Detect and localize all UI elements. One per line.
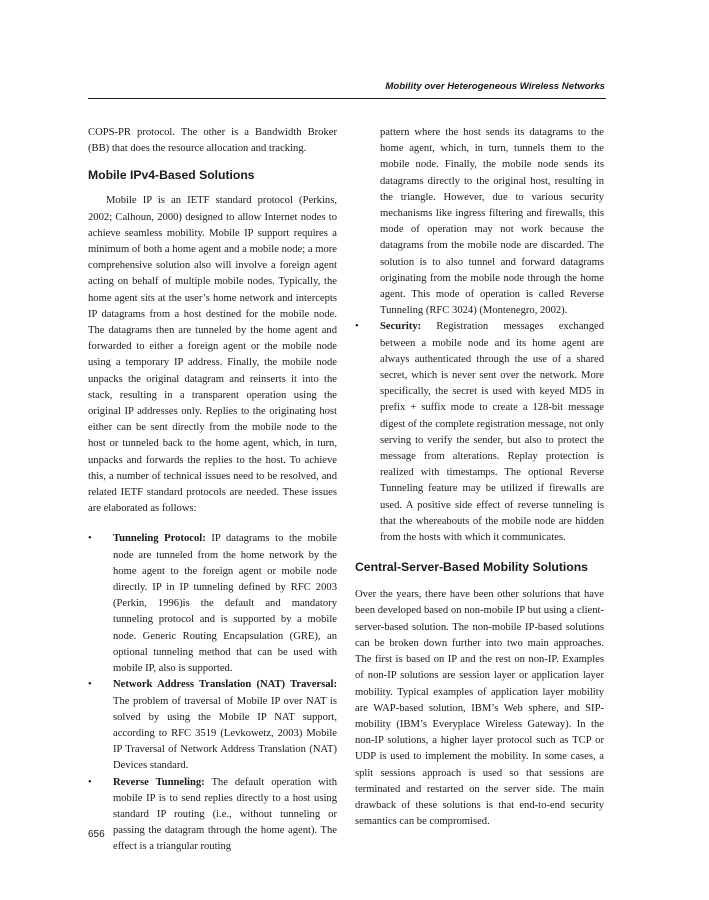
bullet-text: IP datagrams to the mobile node are tunneled from the home network by the home agent to the foreign agent or mobile node directly. IP in IP tunneling defined by RFC 2003 (Perkin, 1996)is the default and mandatory tunneling protocol and is supported by a mobile node. Generic Routing Encapsulation (GRE), an optional tunneling method that can be used with mobile IP, also is supported. xyxy=(113,533,337,675)
bullet-text: The default operation with mobile IP is to send replies directly to a host using standard IP routing (i.e., without tunneling or passing the datagram through the home agent). The effect is a triangular routing xyxy=(113,776,337,853)
bullet-item-nat-traversal xyxy=(88,677,337,774)
left-column xyxy=(88,125,337,856)
bullet-item-security xyxy=(355,319,604,546)
bullet-marker: • xyxy=(88,679,92,691)
bullet-marker: • xyxy=(355,321,359,333)
bullet-marker: • xyxy=(88,776,92,788)
bullet-item-reverse-tunneling-continued xyxy=(355,125,604,319)
bullet-term: Network Address Translation (NAT) Traversal: xyxy=(113,679,337,691)
issue-list xyxy=(88,531,337,855)
bullet-text: Registration messages exchanged between a mobile node and its home agent are always authenticated through the use of a shared secret, which is never sent over the network. More specifically, the secret is used with keyed MD5 in prefix + suffix mode to create a 128-bit message digest of the complete registration message, not only serving to verify the sender, but also to protect the message from alterations. Replay protection is realized with timestamps. The optional Reverse Tunneling feature may be utilized if firewalls are used. A positive side effect of reverse tunneling is that the whereabouts of the mobile node are hidden from the hosts with which it communicates. xyxy=(380,321,604,544)
bullet-text: The problem of traversal of Mobile IP over NAT is solved by using the Mobile IP NAT support, according to RFC 3519 (Levkowetz, 2003) Mobile IP Traversal of Network Address Translation (NAT) Devices standard. xyxy=(113,695,337,772)
section-heading-central-server: Central-Server-Based Mobility Solutions xyxy=(355,560,588,575)
bullet-term: Reverse Tunneling: xyxy=(113,776,205,788)
section-heading-mobile-ipv4: Mobile IPv4-Based Solutions xyxy=(88,168,255,183)
body-paragraph-mobile-ip: Mobile IP is an IETF standard protocol (Perkins, 2002; Calhoun, 2000) designed to allow Internet nodes to achieve seamless mobility. Mobile IP support requires a minimum of both a home agent and a mobile node; a more comprehensive solution also will involve a foreign agent acting on behalf of multiple mobile nodes. Typically, the home agent sits at the user’s home network and intercepts IP datagrams from a host destined for the mobile node. The datagrams then are tunneled by the home agent and forwarded to either a foreign agent or the mobile node using a temporary IP address. Finally, the mobile node unpacks the original datagram and reinserts it into the stack, resulting in a transparent operation using the original IP addresses only. Replies to the originating host either can be sent directly from the mobile node to the host or tunneled back to the home agent, which, in turn, unpacks and forwards the replies to the host. To achieve this, a number of technical issues need to be resolved, and related IETF standard protocols are needed. These issues are elaborated as follows: xyxy=(88,195,337,515)
header-rule xyxy=(88,98,606,99)
bullet-term: Security: xyxy=(380,321,422,333)
bullet-item-tunneling-protocol xyxy=(88,531,337,677)
bullet-item-reverse-tunneling xyxy=(88,775,337,856)
intro-paragraph: COPS-PR protocol. The other is a Bandwidth Broker (BB) that does the resource allocation and tracking. xyxy=(88,127,337,155)
issue-list-continued xyxy=(355,125,604,546)
bullet-term: Tunneling Protocol: xyxy=(113,533,206,545)
body-paragraph-central-server: Over the years, there have been other solutions that have been developed based on non-mobile IP but using a client-server-based solution. The non-mobile IP-based solutions can be broken down further into two main approaches. The first is based on IP and the rest on non-IP. Examples of non-IP solutions are session layer or application layer mobility. Typical examples of application layer mobility are WAP-based solution, IBM’s Web sphere, and SIP-mobility (IBM’s Everyplace Wireless Gateway). In the non-IP solutions, a higher layer protocol such as TCP or UDP is used to implement the mobility. In some cases, a split sessions approach is used so that sessions are terminated and restarted on the server side. The main drawback of these solutions is that end-to-end security semantics can be compromised. xyxy=(355,589,604,828)
page-number: 656 xyxy=(88,829,105,840)
running-title: Mobility over Heterogeneous Wireless Networks xyxy=(385,81,605,92)
bullet-marker: • xyxy=(88,533,92,545)
right-column xyxy=(355,125,604,830)
bullet-text: pattern where the host sends its datagrams to the home agent, which, in turn, tunnels them to the mobile node. Finally, the mobile node sends its datagrams directly to the original host, resulting in the triangle. However, due to various security mechanisms like ingress filtering and firewalls, this mode of operation may not work because the datagrams from the mobile node are discarded. The solution is to also tunnel and forward datagrams originating from the mobile node through the home agent. This mode of operation is called Reverse Tunneling (RFC 3024) (Montenegro, 2002). xyxy=(380,127,604,317)
